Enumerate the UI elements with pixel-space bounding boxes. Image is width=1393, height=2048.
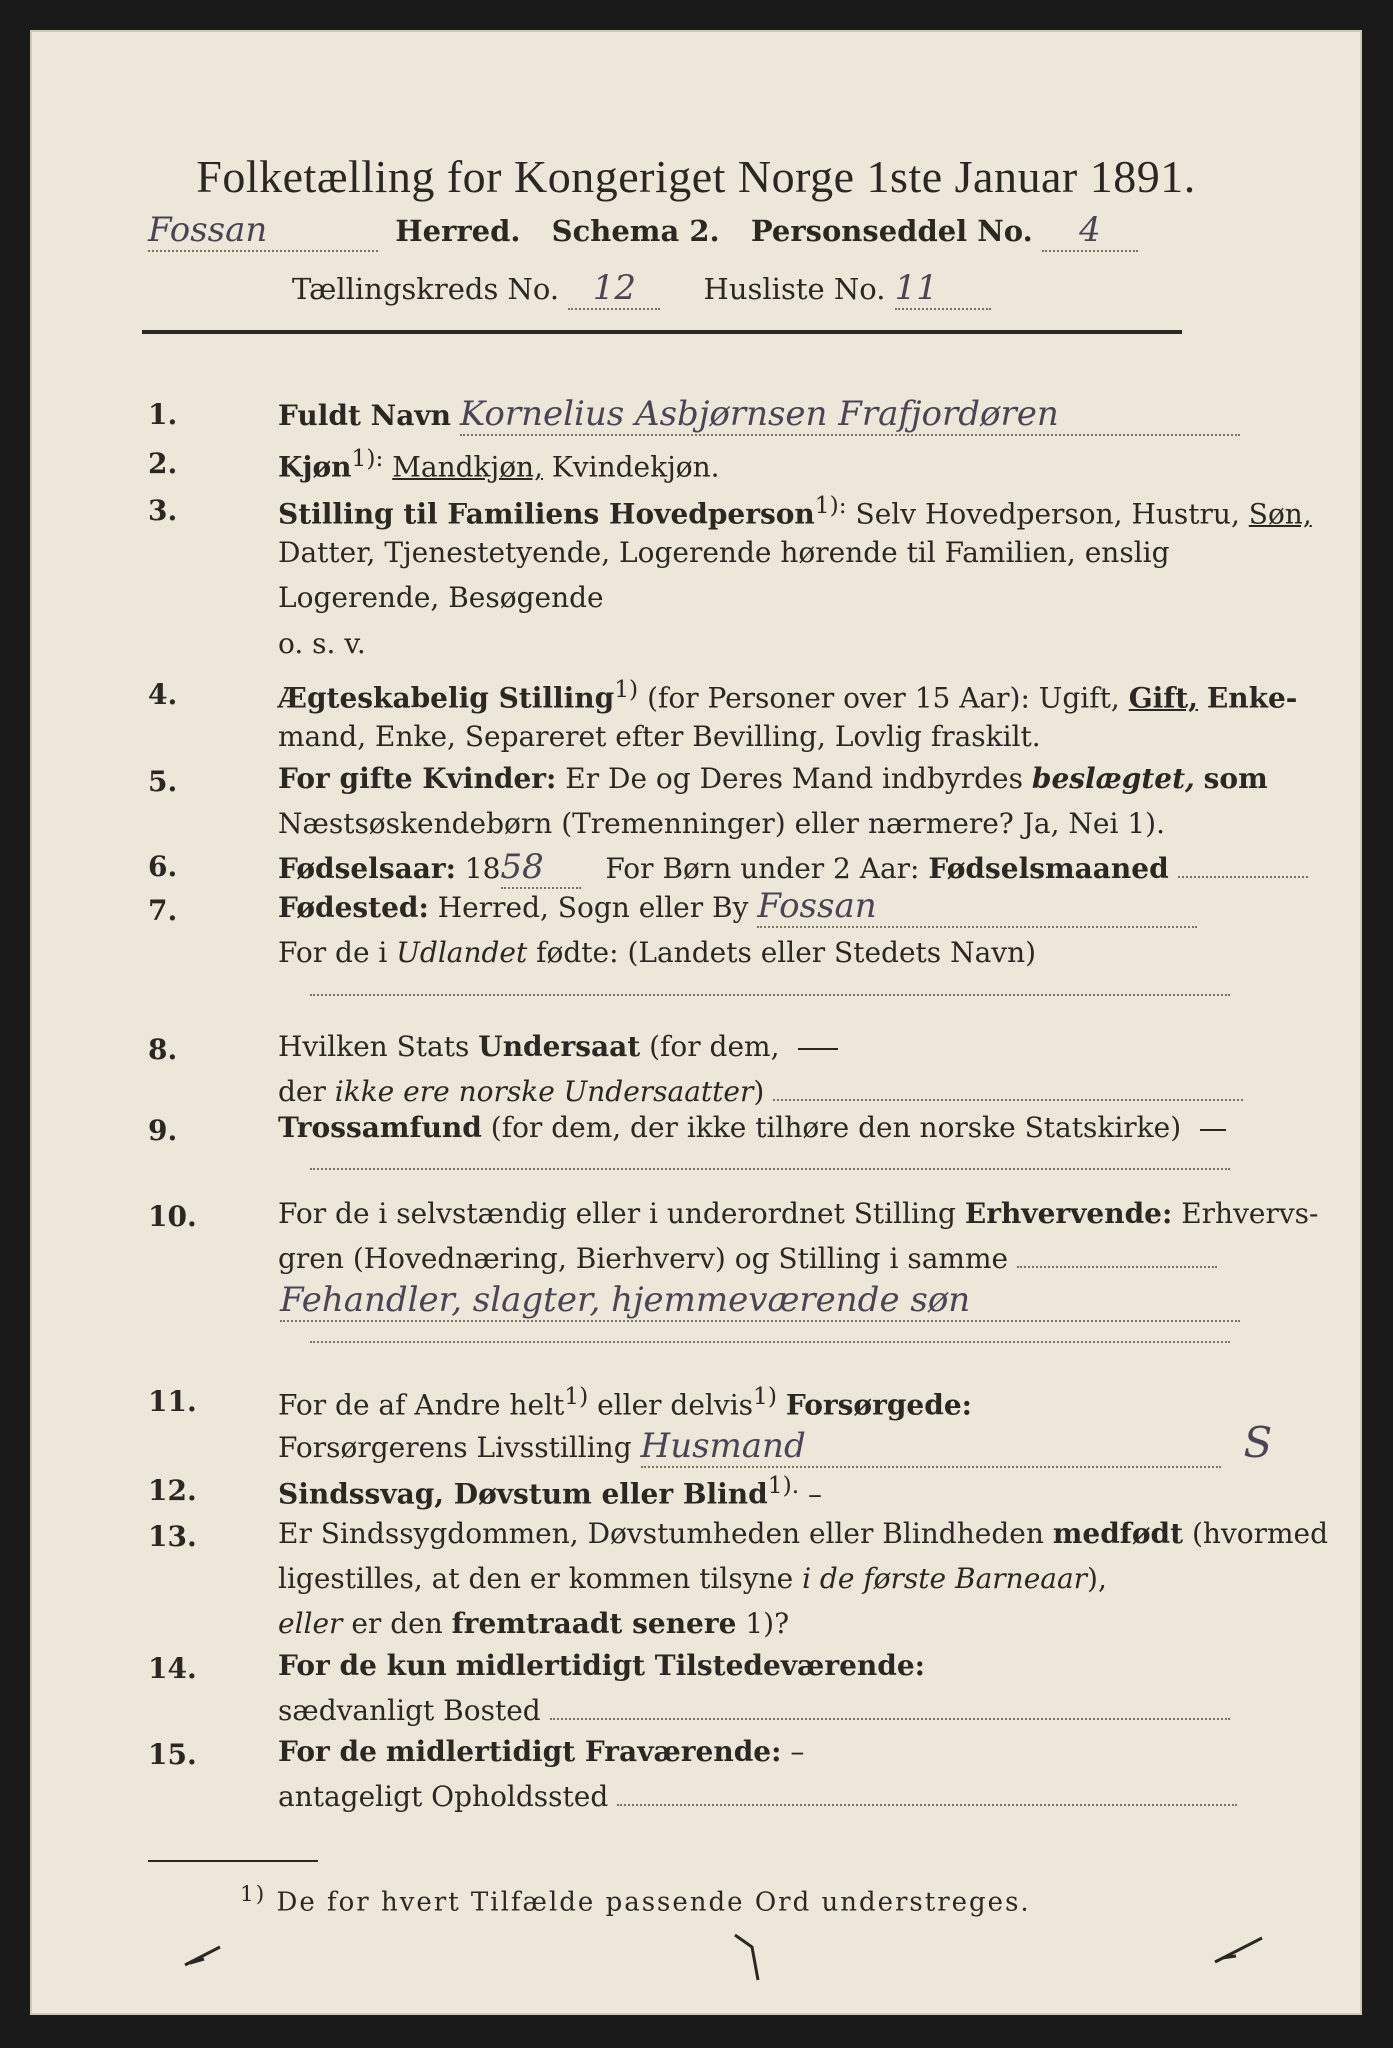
form-title: Folketælling for Kongeriget Norge 1ste Januar 1891.	[196, 151, 1196, 202]
q4-selected-gift: Gift,	[1128, 681, 1198, 715]
q5-text-1b: som	[1203, 762, 1268, 795]
q8-text-1a: Hvilken Stats	[278, 1030, 470, 1063]
q15-text-2: antageligt Opholdssted	[278, 1780, 609, 1813]
q5-italic: beslægtet,	[1031, 762, 1195, 795]
q14-text-1a: For de kun	[278, 1649, 447, 1682]
q12-line	[278, 1471, 822, 1510]
q11-end-mark: S	[1243, 1418, 1273, 1467]
q13-text-3i: eller	[278, 1607, 343, 1640]
q7-number: 7.	[148, 894, 178, 927]
q5-line-1	[278, 762, 1268, 795]
q1-line	[278, 394, 1240, 436]
personseddel-label: Personseddel No.	[750, 214, 1033, 248]
schema-label: Schema 2.	[551, 214, 720, 248]
q8-fill	[773, 1099, 1243, 1101]
q1-label: Fuldt Navn	[278, 399, 452, 432]
q12-label: Sindssvag, Døvstum eller Blind	[278, 1477, 768, 1511]
q6-line	[278, 847, 1308, 889]
q11-text-1b: eller delvis	[597, 1388, 754, 1422]
q3-label: Stilling til Familiens Hovedperson	[278, 497, 815, 531]
q13-line-3	[278, 1607, 789, 1640]
q9-fill	[310, 1168, 1230, 1170]
q3-text-4: o. s. v.	[278, 627, 366, 660]
q4-line-1	[278, 675, 1297, 714]
header-line-kreds	[292, 268, 991, 310]
q7-label: Fødested:	[278, 891, 429, 924]
q15-text-1b: midlertidigt Fraværende:	[385, 1735, 782, 1768]
q14-fill	[550, 1718, 1230, 1720]
footnote-mark: 1)	[240, 1882, 267, 1907]
q9-number: 9.	[148, 1114, 178, 1147]
q10-line-3	[280, 1280, 1240, 1322]
q7-line-2	[278, 936, 1036, 969]
q10-occupation-value: Fehandler, slagter, hjemmeværende søn	[280, 1280, 1240, 1322]
q8-text-1b: Undersaat	[478, 1030, 641, 1063]
q15-number: 15.	[148, 1738, 197, 1771]
kreds-value: 12	[568, 268, 660, 310]
q10-number: 10.	[148, 1200, 197, 1233]
q9-dash	[1200, 1129, 1226, 1131]
q15-line-1	[278, 1735, 804, 1768]
q3-text-3: Logerende, Besøgende	[278, 581, 604, 614]
q10-line-2	[278, 1242, 1217, 1275]
q4-footnote-ref: 1)	[614, 675, 639, 703]
q6-month-fill	[1178, 876, 1308, 878]
q11-line-1	[278, 1382, 972, 1421]
q14-line-2	[278, 1694, 1230, 1727]
kreds-label: Tællingskreds No.	[292, 272, 560, 306]
q13-text-1c: (hvormed	[1191, 1517, 1328, 1550]
q14-text-2: sædvanligt Bosted	[278, 1694, 541, 1727]
q13-text-3c: 1)?	[745, 1607, 790, 1640]
q13-line-1	[278, 1517, 1328, 1550]
q2-line	[278, 444, 720, 483]
corner-mark-right	[1210, 1930, 1270, 1970]
q15-value: –	[790, 1735, 805, 1768]
q11-text-1c: Forsørgede:	[785, 1388, 972, 1422]
herred-value: Fossan	[148, 210, 378, 252]
q2-option-kvindekjon: Kvindekjøn.	[551, 450, 720, 484]
q5-label: For gifte Kvinder:	[278, 762, 557, 795]
q3-text-1: Selv Hovedperson, Hustru,	[855, 497, 1240, 531]
q11-text-1a: For de af Andre helt	[278, 1388, 565, 1422]
header-rule	[142, 330, 1182, 334]
q13-text-3a: er den	[351, 1607, 443, 1640]
q5-text-2: Næstsøskendebørn (Tremenninger) eller nærmere? Ja, Nei 1).	[278, 807, 1165, 840]
q8-number: 8.	[148, 1033, 178, 1066]
q11-line-2	[278, 1418, 1272, 1468]
q4-text-1b: Enke-	[1206, 681, 1298, 715]
q15-fill	[617, 1804, 1237, 1806]
q7-text-1: Herred, Sogn eller By	[437, 891, 749, 924]
q7-birthplace-value: Fossan	[757, 886, 1197, 928]
q10-line-1	[278, 1197, 1319, 1230]
q10-fill-2	[310, 1341, 1230, 1343]
q13-number: 13.	[148, 1520, 197, 1553]
footnote	[240, 1882, 1031, 1918]
q8-dash	[798, 1048, 838, 1050]
q15-text-1a: For de	[278, 1735, 377, 1768]
header-line-herred	[148, 210, 1138, 252]
q3-footnote-ref: 1):	[814, 491, 847, 519]
q4-text-2: mand, Enke, Separeret efter Bevilling, Lovlig fraskilt.	[278, 720, 1041, 753]
q4-label: Ægteskabelig Stilling	[278, 681, 615, 715]
q8-line-1	[278, 1030, 838, 1063]
q4-text-1: (for Personer over 15 Aar): Ugift,	[647, 681, 1120, 715]
q7-text-2a: For de i	[278, 936, 388, 969]
q6-prefix: 18	[464, 852, 501, 885]
q9-line	[278, 1111, 1226, 1144]
q14-number: 14.	[148, 1652, 197, 1685]
q10-text-2: gren (Hovednæring, Bierhverv) og Stilling i samme	[278, 1242, 1009, 1275]
q12-footnote-ref: 1).	[767, 1471, 800, 1499]
q14-line-1	[278, 1649, 925, 1682]
q11-footnote-ref-1: 1)	[564, 1382, 589, 1410]
q10-text-1c: Erhvervs-	[1181, 1197, 1319, 1230]
q3-number: 3.	[148, 494, 178, 527]
q3-text-2: Datter, Tjenestetyende, Logerende hørende til Familien, enslig	[278, 536, 1170, 569]
q2-option-mandkjon: Mandkjøn,	[392, 450, 543, 484]
husliste-value: 11	[895, 268, 991, 310]
q6-label-2: Fødselsmaaned	[928, 852, 1169, 885]
q10-text-1b: Erhvervende:	[964, 1197, 1173, 1230]
census-form-sheet	[30, 30, 1362, 2015]
q6-year-value: 58	[501, 847, 581, 889]
q8-text-2a: der	[278, 1075, 326, 1108]
q11-footnote-ref-2: 1)	[753, 1382, 777, 1410]
corner-mark-left	[180, 1935, 240, 1975]
footnote-rule	[148, 1860, 318, 1862]
q11-text-2: Forsørgerens Livsstilling	[278, 1431, 632, 1464]
q3-selected-son: Søn,	[1248, 497, 1312, 531]
q5-number: 5.	[148, 765, 178, 798]
q4-number: 4.	[148, 678, 178, 711]
q12-number: 12.	[148, 1474, 197, 1507]
q8-text-2i: ikke ere norske Undersaatter	[334, 1075, 754, 1108]
q1-name-value: Kornelius Asbjørnsen Frafjordøren	[460, 394, 1240, 436]
q13-text-2i: i de første Barneaar	[802, 1562, 1088, 1595]
q11-number: 11.	[148, 1385, 197, 1418]
q12-value: –	[808, 1477, 823, 1511]
q1-number: 1.	[148, 398, 178, 431]
q8-text-1c: (for dem,	[649, 1030, 780, 1063]
q6-label: Fødselsaar:	[278, 852, 456, 885]
q5-text-1: Er De og Deres Mand indbyrdes	[565, 762, 1023, 795]
q6-number: 6.	[148, 850, 178, 883]
q2-footnote-ref: 1):	[351, 444, 384, 472]
q13-text-2b: ),	[1087, 1562, 1107, 1595]
q13-text-1a: Er Sindssygdommen, Døvstumheden eller Blindheden	[278, 1517, 1044, 1550]
q13-text-2a: ligestilles, at den er kommen tilsyne	[278, 1562, 794, 1595]
q9-label: Trossamfund	[278, 1111, 482, 1144]
q10-text-1a: For de i selvstændig eller i underordnet Stilling	[278, 1197, 956, 1230]
q8-text-2b: )	[753, 1075, 765, 1108]
q13-line-2	[278, 1562, 1107, 1595]
q13-text-1b: medfødt	[1052, 1517, 1184, 1550]
q2-number: 2.	[148, 447, 178, 480]
footnote-text: De for hvert Tilfælde passende Ord understreges.	[276, 1887, 1031, 1918]
q7-foreign-fill	[310, 994, 1230, 996]
q9-text: (for dem, der ikke tilhøre den norske Statskirke)	[490, 1111, 1182, 1144]
q11-provider-value: Husmand	[641, 1426, 1221, 1468]
center-mark	[730, 1925, 770, 1985]
q7-text-2b: fødte: (Landets eller Stedets Navn)	[536, 936, 1037, 969]
q15-line-2	[278, 1780, 1237, 1813]
husliste-label: Husliste No.	[703, 272, 886, 306]
q7-text-2i: Udlandet	[396, 936, 528, 969]
q10-fill	[1017, 1266, 1217, 1268]
q8-line-2	[278, 1075, 1243, 1108]
q7-line-1	[278, 886, 1197, 928]
q6-text: For Børn under 2 Aar:	[605, 852, 920, 885]
personseddel-value: 4	[1042, 210, 1138, 252]
q2-label: Kjøn	[278, 450, 352, 484]
q13-text-3b: fremtraadt senere	[451, 1607, 737, 1640]
herred-label: Herred.	[395, 214, 521, 248]
q3-line-1	[278, 491, 1312, 530]
q14-text-1b: midlertidigt Tilstedeværende:	[455, 1649, 926, 1682]
